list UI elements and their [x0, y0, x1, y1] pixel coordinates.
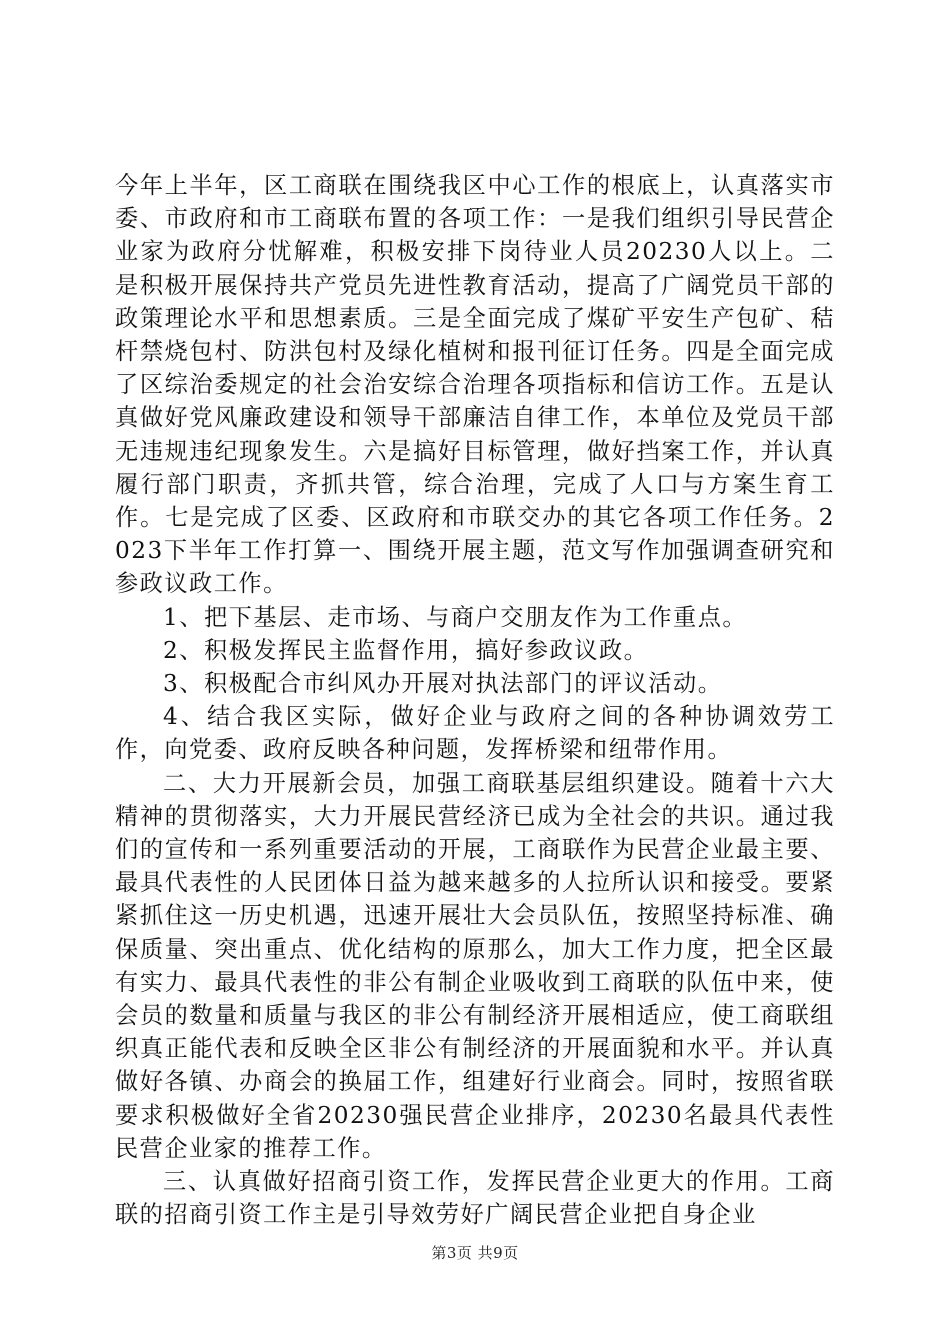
- paragraph-item-4: 4、结合我区实际，做好企业与政府之间的各种协调效劳工作，向党委、政府反映各种问题，发挥桥梁和纽带作用。: [115, 703, 835, 764]
- paragraph-item-1: 1、把下基层、走市场、与商户交朋友作为工作重点。: [163, 603, 748, 631]
- paragraph-section-3: 三、认真做好招商引资工作，发挥民营企业更大的作用。工商联的招商引资工作主是引导效劳好广阔民营企业把自身企业: [115, 1168, 835, 1229]
- page-footer: 第3页 共9页: [431, 1244, 519, 1262]
- paragraph-item-3: 3、积极配合市纠风办开展对执法部门的评议活动。: [163, 670, 723, 698]
- paragraph-summary: 今年上半年，区工商联在围绕我区中心工作的根底上，认真落实市委、市政府和市工商联布置的各项工作：一是我们组织引导民营企业家为政府分忧解难，积极安排下岗待业人员20230人以上。二是积极开展保持共产党员先进性教育活动，提高了广阔党员干部的政策理论水平和思想素质。三是全面完成了煤矿平安生产包矿、秸杆禁烧包村、防洪包村及绿化植树和报刊征订任务。四是全面完成了区综治委规定的社会治安综合治理各项指标和信访工作。五是认真做好党风廉政建设和领导干部廉洁自律工作，本单位及党员干部无违规违纪现象发生。六是搞好目标管理，做好挡案工作，并认真履行部门职责，齐抓共管，综合治理，完成了人口与方案生育工作。七是完成了区委、区政府和市联交办的其它各项工作任务。2023下半年工作打算一、围绕开展主题，范文写作加强调查研究和参政议政工作。: [115, 172, 835, 598]
- document-body: [115, 169, 835, 1232]
- paragraph-section-2: 二、大力开展新会员，加强工商联基层组织建设。随着十六大精神的贯彻落实，大力开展民营经济已成为全社会的共识。通过我们的宣传和一系列重要活动的开展，工商联作为民营企业最主要、最具代表性的人民团体日益为越来越多的人拉所认识和接受。要紧紧抓住这一历史机遇，迅速开展壮大会员队伍，按照坚持标准、确保质量、突出重点、优化结构的原那么，加大工作力度，把全区最有实力、最具代表性的非公有制企业吸收到工商联的队伍中来，使会员的数量和质量与我区的非公有制经济开展相适应，使工商联组织真正能代表和反映全区非公有制经济的开展面貌和水平。并认真做好各镇、办商会的换届工作，组建好行业商会。同时，按照省联要求积极做好全省20230强民营企业排序，20230名最具代表性民营企业家的推荐工作。: [115, 769, 835, 1162]
- paragraph-item-2: 2、积极发挥民主监督作用，搞好参政议政。: [163, 636, 649, 664]
